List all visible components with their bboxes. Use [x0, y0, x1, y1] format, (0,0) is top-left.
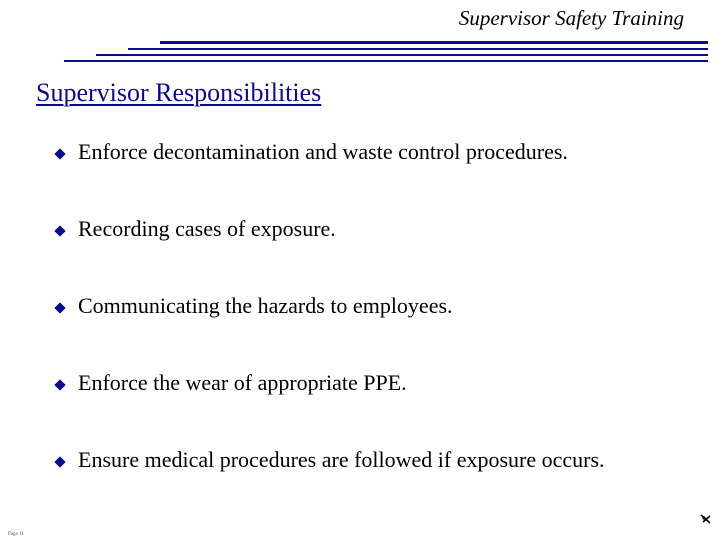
diamond-bullet-icon: [54, 148, 65, 159]
bullet-text: Recording cases of exposure.: [78, 216, 336, 241]
header-rule: [160, 41, 708, 44]
header-rule: [96, 54, 708, 56]
diamond-bullet-icon: [54, 225, 65, 236]
diamond-bullet-icon: [54, 302, 65, 313]
header-rule: [128, 48, 708, 50]
page-number: Page 11: [8, 532, 24, 537]
bullet-item: [54, 290, 605, 367]
bullet-item: [54, 367, 605, 444]
bullet-list: [54, 136, 605, 521]
diamond-bullet-icon: [54, 456, 65, 467]
bullet-text: Enforce the wear of appropriate PPE.: [78, 370, 407, 395]
bullet-item: [54, 444, 605, 521]
header-title: Supervisor Safety Training: [458, 6, 684, 30]
bullet-item: [54, 213, 605, 290]
bullet-text: Enforce decontamination and waste control procedures.: [78, 139, 568, 164]
bullet-text: Communicating the hazards to employees.: [78, 293, 453, 318]
diamond-bullet-icon: [54, 379, 65, 390]
bullet-item: [54, 136, 605, 213]
header-rule: [64, 60, 708, 62]
navigation-mark-icon[interactable]: [700, 513, 712, 525]
bullet-text: Ensure medical procedures are followed if exposure occurs.: [78, 447, 605, 472]
slide-title: Supervisor Responsibilities: [36, 78, 322, 107]
